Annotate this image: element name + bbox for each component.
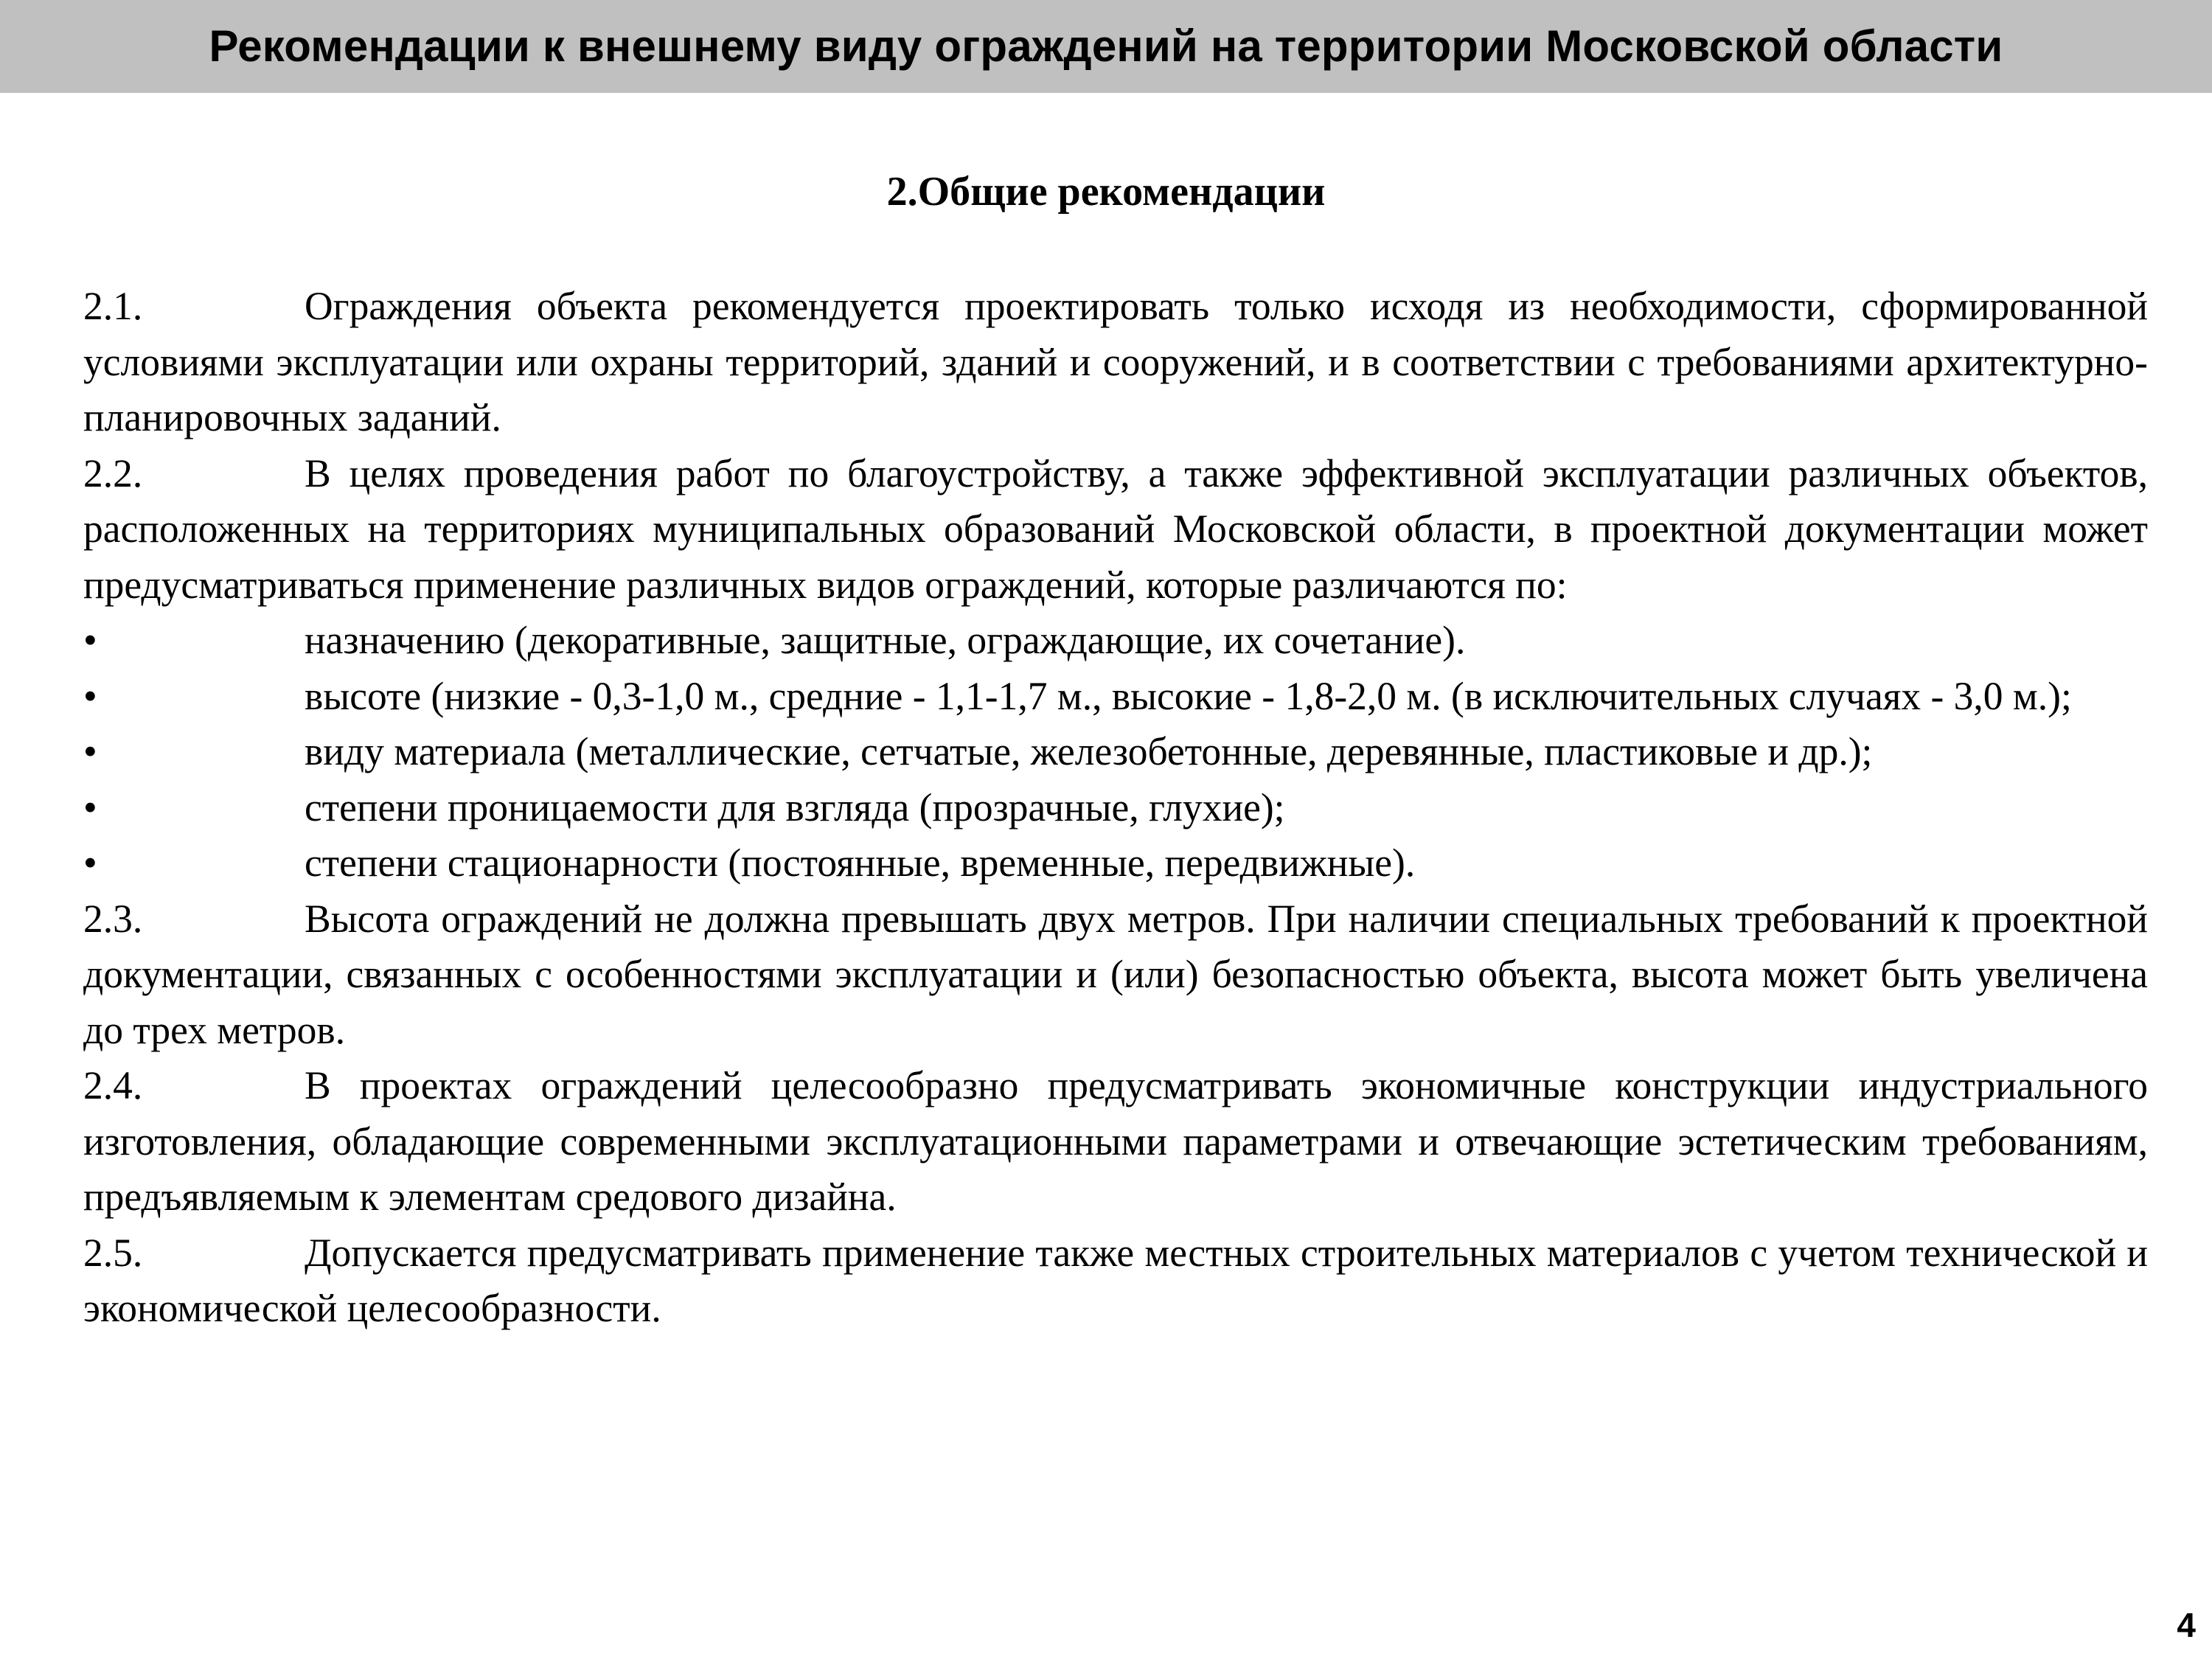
bullet-item — [83, 669, 2148, 725]
bullet-mark: • — [83, 785, 97, 830]
paragraph-number: 2.5. — [83, 1230, 143, 1275]
paragraph-2-1 — [83, 279, 2148, 446]
bullet-text: степени проницаемости для взгляда (прозрачные, глухие); — [305, 785, 1285, 830]
paragraph-text: В целях проведения работ по благоустройству, а также эффективной эксплуатации различных объектов, расположенных на территориях муниципальных образований Московской области, в проектной документации может предусматриваться применение различных видов ограждений, которые различаются по: — [83, 451, 2148, 607]
bullet-mark: • — [83, 673, 97, 718]
paragraph-number: 2.2. — [83, 451, 143, 495]
document-title: Рекомендации к внешнему виду ограждений на территории Московской области — [209, 21, 2003, 71]
paragraph-text: Ограждения объекта рекомендуется проектировать только исходя из необходимости, сформированной условиями эксплуатации или охраны территорий, зданий и сооружений, и в соответствии с требованиями архитектурно-планировочных заданий. — [83, 284, 2148, 439]
section-heading: 2.Общие рекомендации — [886, 169, 1326, 215]
bullet-text: виду материала (металлические, сетчатые, железобетонные, деревянные, пластиковые и др.); — [305, 729, 1873, 773]
paragraph-number: 2.3. — [83, 896, 143, 941]
bullet-item — [83, 780, 2148, 836]
paragraph-text: Допускается предусматривать применение также местных строительных материалов с учетом технической и экономической целесообразности. — [83, 1230, 2148, 1330]
document-body — [83, 279, 2148, 1337]
bullet-text: степени стационарности (постоянные, временные, передвижные). — [305, 841, 1416, 885]
paragraph-text: Высота ограждений не должна превышать двух метров. При наличии специальных требований к проектной документации, связанных с особенностями эксплуатации и (или) безопасностью объекта, высота может быть увеличена до трех метров. — [83, 896, 2148, 1052]
paragraph-2-5 — [83, 1225, 2148, 1337]
bullet-text: высоте (низкие - 0,3-1,0 м., средние - 1,1-1,7 м., высокие - 1,8-2,0 м. (в исключительных случаях - 3,0 м.); — [305, 673, 2072, 718]
paragraph-number: 2.1. — [83, 284, 143, 328]
paragraph-2-2 — [83, 446, 2148, 613]
paragraph-2-4 — [83, 1058, 2148, 1225]
page-number: 4 — [2177, 1606, 2196, 1644]
bullet-mark: • — [83, 841, 97, 885]
bullet-mark: • — [83, 729, 97, 773]
bullet-item — [83, 724, 2148, 780]
bullet-item — [83, 613, 2148, 669]
paragraph-2-3 — [83, 891, 2148, 1059]
paragraph-number: 2.4. — [83, 1063, 143, 1107]
paragraph-text: В проектах ограждений целесообразно предусматривать экономичные конструкции индустриального изготовления, обладающие современными эксплуатационными параметрами и отвечающие эстетическим требованиям, предъявляемым к элементам средового дизайна. — [83, 1063, 2148, 1219]
bullet-text: назначению (декоративные, защитные, ограждающие, их сочетание). — [305, 618, 1466, 662]
bullet-item — [83, 835, 2148, 891]
bullet-mark: • — [83, 618, 97, 662]
